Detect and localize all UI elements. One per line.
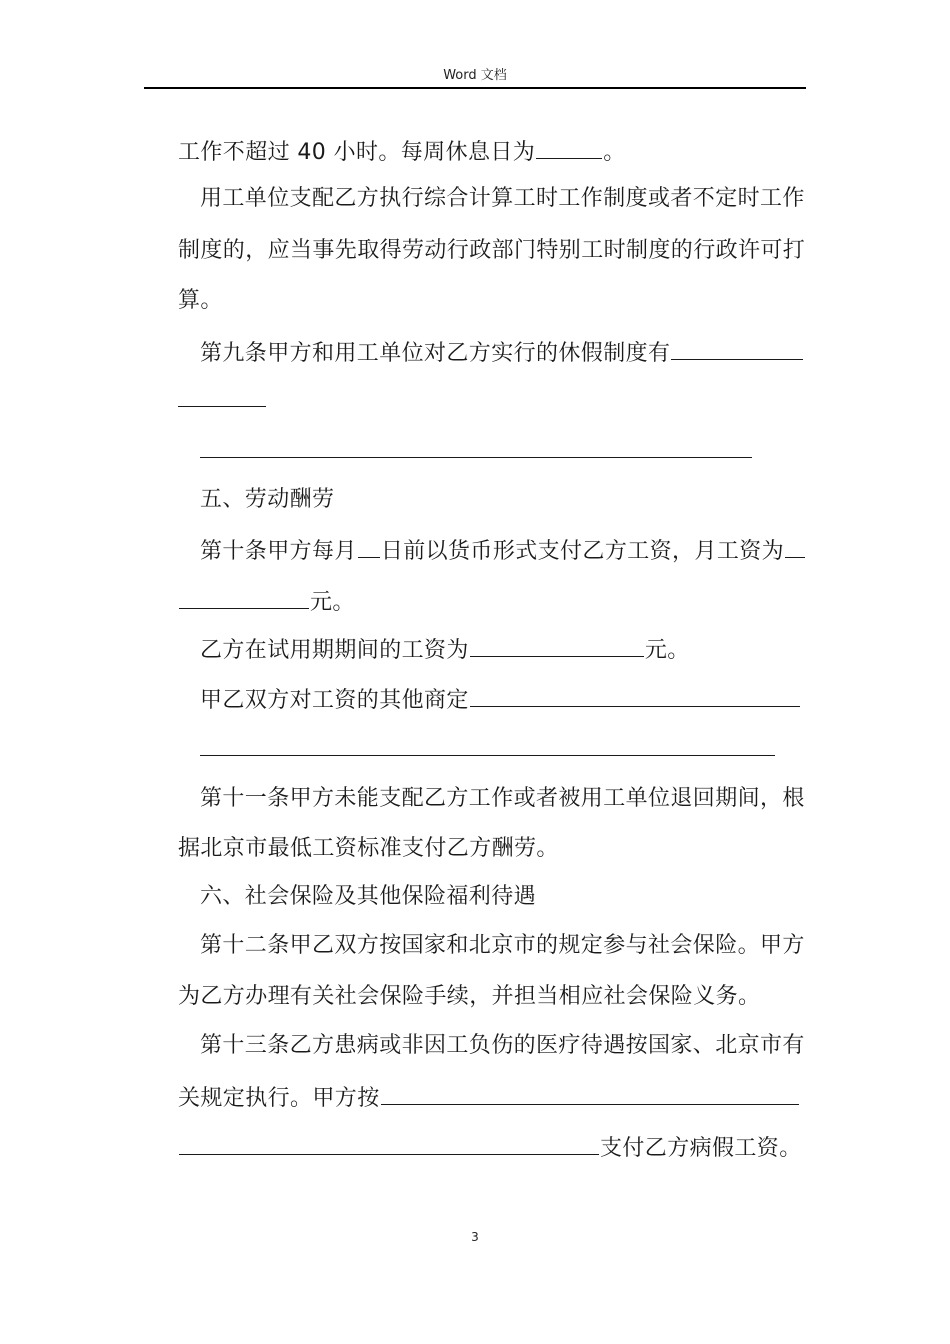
fill-blank[interactable] <box>536 136 602 159</box>
section-heading: 六、社会保险及其他保险福利待遇 <box>200 884 537 909</box>
paragraph-line <box>178 136 626 168</box>
text: 工作不超过 40 小时。每周休息日为 <box>178 140 536 165</box>
fill-blank[interactable] <box>470 634 644 657</box>
fill-blank[interactable] <box>470 684 800 707</box>
paragraph-line: 据北京市最低工资标准支付乙方酬劳。 <box>178 836 559 861</box>
paragraph-line <box>178 586 355 618</box>
fill-blank[interactable] <box>179 586 309 609</box>
fill-blank[interactable] <box>785 535 805 558</box>
paragraph-line <box>200 535 806 567</box>
paragraph-line: 为乙方办理有关社会保险手续，并担当相应社会保险义务。 <box>178 984 761 1009</box>
paragraph-line <box>178 1132 802 1164</box>
fill-blank[interactable] <box>671 337 803 360</box>
fill-blank[interactable] <box>200 457 752 458</box>
paragraph-line <box>200 337 804 369</box>
paragraph-line <box>200 684 801 716</box>
paragraph-line <box>200 634 690 666</box>
paragraph-line: 用工单位支配乙方执行综合计算工时工作制度或者不定时工作 <box>200 186 805 211</box>
fill-blank[interactable] <box>179 1132 599 1155</box>
text: 第十条甲方每月 <box>200 539 357 564</box>
paragraph-line: 算。 <box>178 288 223 313</box>
page-header: Word 文档 <box>443 68 507 83</box>
text: 关规定执行。甲方按 <box>178 1086 380 1111</box>
paragraph-line: 制度的，应当事先取得劳动行政部门特别工时制度的行政许可打 <box>178 238 806 263</box>
fill-blank[interactable] <box>358 535 380 558</box>
section-heading: 五、劳动酬劳 <box>200 487 335 512</box>
text: 第九条甲方和用工单位对乙方实行的休假制度有 <box>200 341 671 366</box>
text: 乙方在试用期期间的工资为 <box>200 638 469 663</box>
fill-blank[interactable] <box>381 1082 799 1105</box>
paragraph-line <box>178 1082 800 1114</box>
header-rule <box>144 87 806 89</box>
page-number: 3 <box>471 1230 479 1244</box>
fill-blank[interactable] <box>200 755 775 756</box>
paragraph-line: 第十一条甲方未能支配乙方工作或者被用工单位退回期间，根 <box>200 786 805 811</box>
text: 元。 <box>644 638 690 663</box>
text: 。 <box>603 140 626 165</box>
text: 日前以货币形式支付乙方工资，月工资为 <box>380 539 785 564</box>
paragraph-line: 第十二条甲乙双方按国家和北京市的规定参与社会保险。甲方 <box>200 933 805 958</box>
fill-blank[interactable] <box>178 406 266 407</box>
text: 支付乙方病假工资。 <box>600 1136 802 1161</box>
paragraph-line: 第十三条乙方患病或非因工负伤的医疗待遇按国家、北京市有 <box>200 1033 805 1058</box>
text: 元。 <box>310 590 355 615</box>
text: 甲乙双方对工资的其他商定 <box>200 688 469 713</box>
